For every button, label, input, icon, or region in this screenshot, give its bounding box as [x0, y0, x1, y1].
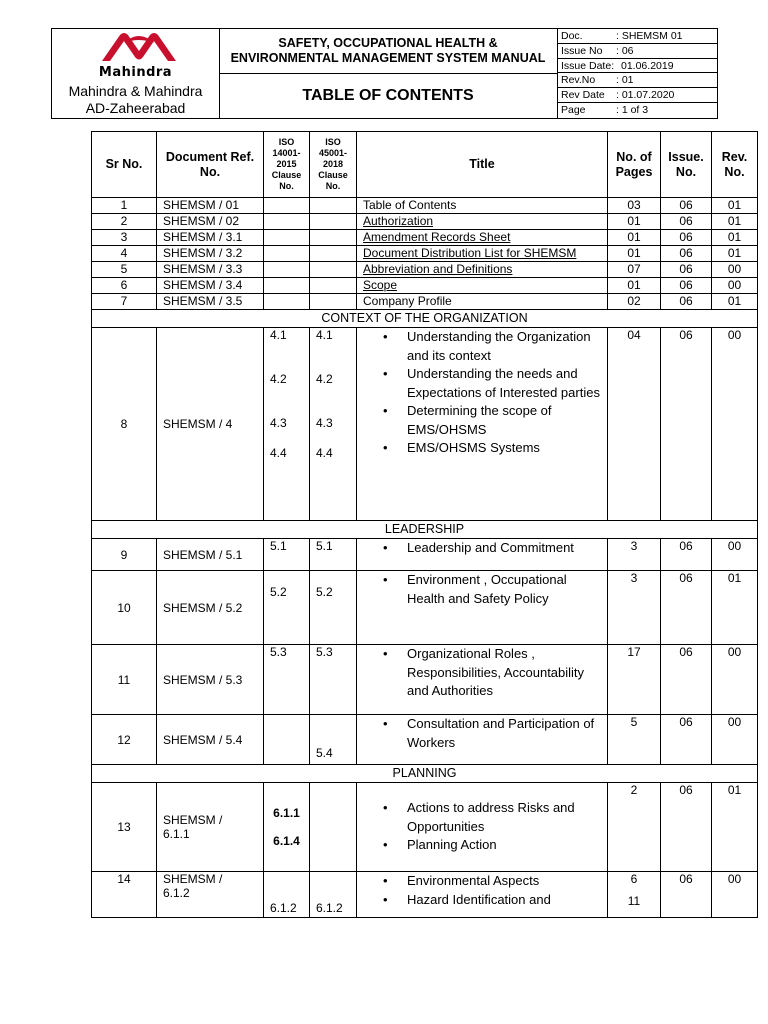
manual-title-cell	[219, 29, 558, 118]
table-header-row	[92, 132, 758, 198]
list-item: • Environment , Occupational Health and Safety Policy	[383, 572, 567, 606]
iso14001-cell: 4.1 4.2 4.3 4.4	[264, 328, 310, 521]
section-row-planning: PLANNING	[92, 765, 758, 783]
section-row-context: CONTEXT OF THE ORGANIZATION	[92, 310, 758, 328]
col-header-title: Title	[357, 132, 608, 198]
rev-cell: 00	[712, 328, 758, 521]
company-location: AD-Zaheerabad	[85, 100, 186, 116]
col-header-issue: Issue. No.	[661, 132, 712, 198]
sr-cell: 2	[92, 214, 157, 230]
section-title: TABLE OF CONTENTS	[302, 87, 474, 104]
logo-cell	[52, 29, 220, 118]
iso45001-cell	[310, 278, 357, 294]
list-item: • EMS/OHSMS Systems	[383, 440, 540, 455]
issue-cell: 06	[661, 328, 712, 521]
issue-cell: 06	[661, 294, 712, 310]
sr-cell: 6	[92, 278, 157, 294]
table-row	[92, 262, 758, 278]
table-row	[92, 214, 758, 230]
iso45001-cell	[310, 262, 357, 278]
toc-table	[91, 131, 758, 918]
sr-cell: 3	[92, 230, 157, 246]
iso45001-cell	[310, 294, 357, 310]
section-row-leadership: LEADERSHIP	[92, 521, 758, 539]
meta-row: Issue Date: 01.06.2019	[557, 59, 717, 74]
iso14001-cell	[264, 198, 310, 214]
document-meta	[557, 29, 717, 118]
table-row: 12 SHEMSM / 5.4 5.4 • Consultation and Participation of Workers 5 06 00	[92, 715, 758, 765]
col-header-doc-ref: Document Ref. No.	[157, 132, 264, 198]
list-item: • Understanding the Organization and its context	[383, 329, 591, 363]
pages-cell: 01	[608, 230, 661, 246]
col-header-pages: No. of Pages	[608, 132, 661, 198]
rev-cell: 01	[712, 294, 758, 310]
iso14001-cell	[264, 262, 310, 278]
table-row	[92, 230, 758, 246]
table-row: 9 SHEMSM / 5.1 5.1 5.1 • Leadership and Commitment 3 06 00	[92, 539, 758, 571]
issue-cell: 06	[661, 214, 712, 230]
doc-ref-cell: SHEMSM / 01	[157, 198, 264, 214]
meta-row: Issue No : 06	[557, 44, 717, 59]
doc-ref-cell: SHEMSM / 3.3	[157, 262, 264, 278]
rev-cell: 01	[712, 198, 758, 214]
list-item: • Consultation and Participation of Workers	[383, 716, 595, 750]
pages-cell: 01	[608, 246, 661, 262]
company-name: Mahindra & Mahindra	[68, 83, 203, 99]
col-header-iso45001: ISO 45001-2018 Clause No.	[310, 132, 357, 198]
title-cell	[357, 328, 608, 521]
table-row	[92, 328, 758, 521]
meta-row: Rev Date : 01.07.2020	[557, 88, 717, 103]
table-row: 14 SHEMSM / 6.1.2 6.1.2 6.1.2 • Environmental Aspects • Hazard Identification and 6 11 06 00	[92, 872, 758, 918]
doc-ref-cell: SHEMSM / 02	[157, 214, 264, 230]
sr-cell: 4	[92, 246, 157, 262]
sr-cell: 7	[92, 294, 157, 310]
document-header	[51, 28, 718, 119]
pages-cell: 03	[608, 198, 661, 214]
pages-cell: 02	[608, 294, 661, 310]
title-cell: Abbreviation and Definitions	[357, 262, 608, 278]
iso45001-cell	[310, 214, 357, 230]
iso45001-cell	[310, 198, 357, 214]
title-cell: Document Distribution List for SHEMSM	[357, 246, 608, 262]
logo-wordmark: Mahindra	[98, 65, 173, 80]
iso14001-cell	[264, 278, 310, 294]
table-row: 11 SHEMSM / 5.3 5.3 5.3 • Organizational Roles , Responsibilities, Accountability and Authorities 17 06 00	[92, 645, 758, 715]
doc-ref-cell: SHEMSM / 3.1	[157, 230, 264, 246]
issue-cell: 06	[661, 198, 712, 214]
doc-ref-cell: SHEMSM / 4	[157, 328, 264, 521]
table-row: 10 SHEMSM / 5.2 5.2 5.2 • Environment , Occupational Health and Safety Policy 3 06 01	[92, 571, 758, 645]
title-cell: Table of Contents	[357, 198, 608, 214]
table-row	[92, 294, 758, 310]
list-item: • Environmental Aspects	[383, 873, 540, 888]
issue-cell: 06	[661, 246, 712, 262]
pages-cell: 04	[608, 328, 661, 521]
title-cell: Company Profile	[357, 294, 608, 310]
table-row: 13 SHEMSM / 6.1.1 6.1.1 6.1.4 • Actions to address Risks and Opportunities • Planning Action 2 06 01	[92, 783, 758, 872]
list-item: • Hazard Identification and	[383, 891, 551, 907]
iso14001-cell	[264, 246, 310, 262]
sr-cell: 1	[92, 198, 157, 214]
meta-row: Doc. : SHEMSM 01	[557, 29, 717, 44]
col-header-iso14001: ISO 14001-2015 Clause No.	[264, 132, 310, 198]
list-item: • Understanding the needs and Expectations of Interested parties	[383, 366, 600, 400]
table-row	[92, 278, 758, 294]
iso14001-cell	[264, 230, 310, 246]
table-row	[92, 198, 758, 214]
iso14001-cell	[264, 294, 310, 310]
rev-cell: 01	[712, 214, 758, 230]
manual-title: SAFETY, OCCUPATIONAL HEALTH & ENVIRONMENTAL MANAGEMENT SYSTEM MANUAL	[219, 29, 557, 74]
sr-cell: 5	[92, 262, 157, 278]
doc-ref-cell: SHEMSM / 3.2	[157, 246, 264, 262]
list-item: • Organizational Roles , Responsibilities, Accountability and Authorities	[383, 646, 585, 698]
list-item: • Leadership and Commitment	[383, 540, 574, 555]
rev-cell: 01	[712, 246, 758, 262]
meta-row: Page : 1 of 3	[561, 104, 649, 117]
list-item: • Determining the scope of EMS/OHSMS	[383, 403, 552, 437]
iso45001-cell: 4.1 4.2 4.3 4.4	[310, 328, 357, 521]
col-header-sr: Sr No.	[92, 132, 157, 198]
rev-cell: 01	[712, 230, 758, 246]
list-item: • Actions to address Risks and Opportunities	[383, 800, 575, 834]
iso45001-cell	[310, 230, 357, 246]
issue-cell: 06	[661, 262, 712, 278]
iso45001-cell	[310, 246, 357, 262]
title-cell: Authorization	[357, 214, 608, 230]
pages-cell: 07	[608, 262, 661, 278]
doc-ref-cell: SHEMSM / 3.4	[157, 278, 264, 294]
pages-cell: 01	[608, 278, 661, 294]
mahindra-logo-icon	[94, 31, 184, 67]
iso14001-cell	[264, 214, 310, 230]
sr-cell: 8	[92, 328, 157, 521]
meta-row: Rev.No : 01	[557, 73, 717, 88]
pages-cell: 01	[608, 214, 661, 230]
rev-cell: 00	[712, 262, 758, 278]
issue-cell: 06	[661, 278, 712, 294]
title-cell: Amendment Records Sheet	[357, 230, 608, 246]
title-cell: Scope	[357, 278, 608, 294]
list-item: • Planning Action	[383, 837, 497, 853]
issue-cell: 06	[661, 230, 712, 246]
rev-cell: 00	[712, 278, 758, 294]
doc-ref-cell: SHEMSM / 3.5	[157, 294, 264, 310]
table-row	[92, 246, 758, 262]
col-header-rev: Rev. No.	[712, 132, 758, 198]
